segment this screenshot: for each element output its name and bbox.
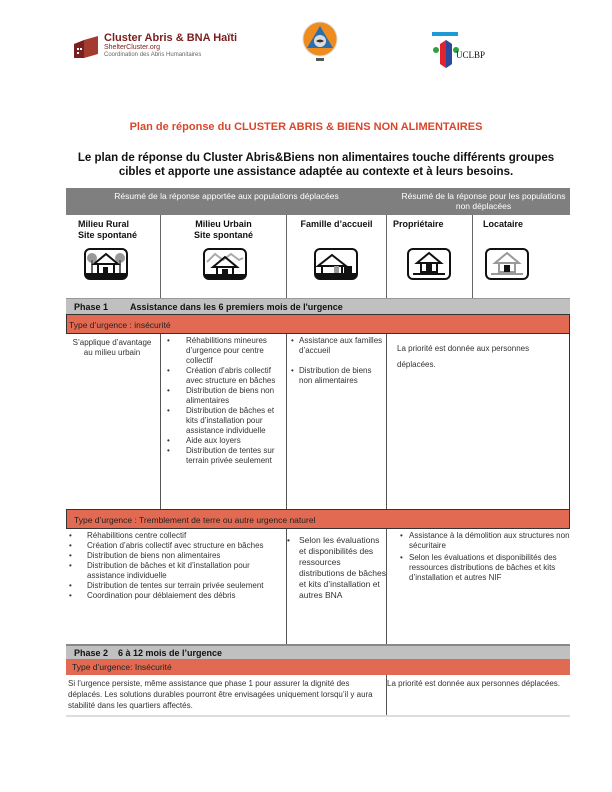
cluster-house-icon (74, 36, 100, 58)
list-item: • Distribution de bâches et kit d’installation pour assistance individuelle (66, 561, 286, 581)
col-owner (387, 215, 473, 298)
urgence-insecurite-row: Type d’urgence : insécurité (66, 314, 570, 334)
phase1-label: Phase 1 (74, 302, 109, 312)
phase1-row (66, 298, 570, 314)
list-item: • Distribution de biens non alimentaires (161, 386, 286, 406)
col-owner-title: Propriétaire (393, 219, 444, 229)
cluster-abris-logo (74, 32, 264, 64)
rural-site-house-icon (84, 248, 128, 280)
list-item: • Réhabilitions centre collectif (66, 531, 286, 541)
col-rural-subtitle: Site spontané (78, 230, 138, 240)
insecurite-non-displaced-note: La priorité est donnée aux personnes déplacées. (387, 334, 570, 509)
tenant-house-icon (485, 248, 529, 280)
header-displaced: Résumé de la réponse apportée aux populations déplacées (114, 191, 339, 201)
col-urban-title: Milieu Urbain (195, 219, 252, 229)
list-item: • Distribution de tentes sur terrain privée seulement (66, 581, 286, 591)
page-title: Plan de réponse du CLUSTER ABRIS & BIENS NON ALIMENTAIRES (129, 121, 483, 133)
owner-house-icon (407, 248, 451, 280)
list-item: • Distribution de biens non alimentaires (66, 551, 286, 561)
phase2-description: 6 à 12 mois de l’urgence (118, 648, 223, 658)
urban-site-house-icon (203, 248, 247, 280)
seisme-host-list (287, 529, 387, 644)
col-host-family-title: Famille d’accueil (300, 219, 373, 229)
insecurite-content-row (66, 334, 570, 509)
phase1-description: Assistance dans les 6 premiers mois de l'urgence (130, 302, 343, 312)
header-non-displaced: Résumé de la réponse pour les populations non déplacées (401, 191, 566, 211)
col-rural (66, 215, 161, 298)
phase2-label: Phase 2 (74, 648, 109, 658)
protection-civile-logo-icon (302, 20, 338, 62)
seisme-displaced-list (66, 529, 287, 644)
list-item: • Création d’abris collectif avec structure en bâches (161, 366, 286, 386)
col-urban (161, 215, 287, 298)
list-item: • Assistance aux familles d’accueil (287, 336, 386, 356)
host-family-house-icon (314, 248, 358, 280)
col-tenant (473, 215, 570, 298)
seisme-content-row (66, 529, 570, 644)
uclbp-logo (430, 30, 490, 70)
cluster-logo-tagline: Coordination des Abris Humanitaires (104, 52, 202, 58)
list-item: • Distribution de tentes sur terrain privée seulement (161, 446, 286, 466)
phase2-urgence-row: Type d’urgence: Insécurité (66, 659, 570, 675)
insecurite-host-list (287, 334, 387, 509)
column-headers-row (66, 215, 570, 298)
seisme-non-displaced-list (387, 529, 570, 644)
cluster-logo-name: Cluster Abris & BNA Haïti (104, 32, 238, 44)
insecurite-rural-note: S’applique d’avantage au milieu urbain (66, 334, 161, 509)
uclbp-logo-text: UCLBP (456, 50, 486, 60)
phase2-non-displaced-note: La priorité est donnée aux personnes déplacées. (387, 679, 561, 688)
cluster-logo-site: ShelterCluster.org (104, 44, 161, 51)
phase2-displaced-note: Si l’urgence persiste, même assistance que phase 1 pour assurer la dignité des déplacés. Les solutions durables pourront être envisagées uniquement lorsqu’il y aura stabilité dans les quartiers affectés. (66, 675, 387, 715)
list-item: • Réhabilitions mineures d’urgence pour centre collectif (161, 336, 286, 366)
table-header-row (66, 188, 570, 215)
phase2-row (66, 644, 570, 659)
response-plan-table (66, 188, 570, 717)
list-item: • Distribution de bâches et kits d’installation pour assistance individuelle (161, 406, 286, 436)
insecurite-urban-list (161, 334, 287, 509)
list-item: • Assistance à la démolition aux structures non sécuritaire (387, 531, 570, 551)
list-item: • Distribution de biens non alimentaires (287, 366, 386, 386)
list-item: • Selon les évaluations et disponibilités des ressources distributions de bâches et kits d’installation et autres NIF (387, 553, 570, 583)
intro-paragraph: Le plan de réponse du Cluster Abris&Biens non alimentaires touche différents groupes cibles et apporte une assistance adaptée au contexte et à leurs besoins. (77, 152, 555, 178)
list-item: • Coordination pour déblaiement des débris (66, 591, 286, 601)
list-item: • Aide aux loyers (161, 436, 286, 446)
list-item: • Selon les évaluations et disponibilités des ressources distributions de bâches et kits d’installation et autres BNA (287, 535, 386, 601)
col-urban-subtitle: Site spontané (193, 230, 253, 240)
col-tenant-title: Locataire (483, 219, 524, 229)
phase2-content-row (66, 675, 570, 717)
col-host-family (287, 215, 387, 298)
col-rural-title: Milieu Rural (78, 219, 130, 229)
list-item: • Création d’abris collectif avec structure en bâches (66, 541, 286, 551)
urgence-seisme-row: Type d’urgence : Tremblement de terre ou autre urgence naturel (66, 509, 570, 529)
